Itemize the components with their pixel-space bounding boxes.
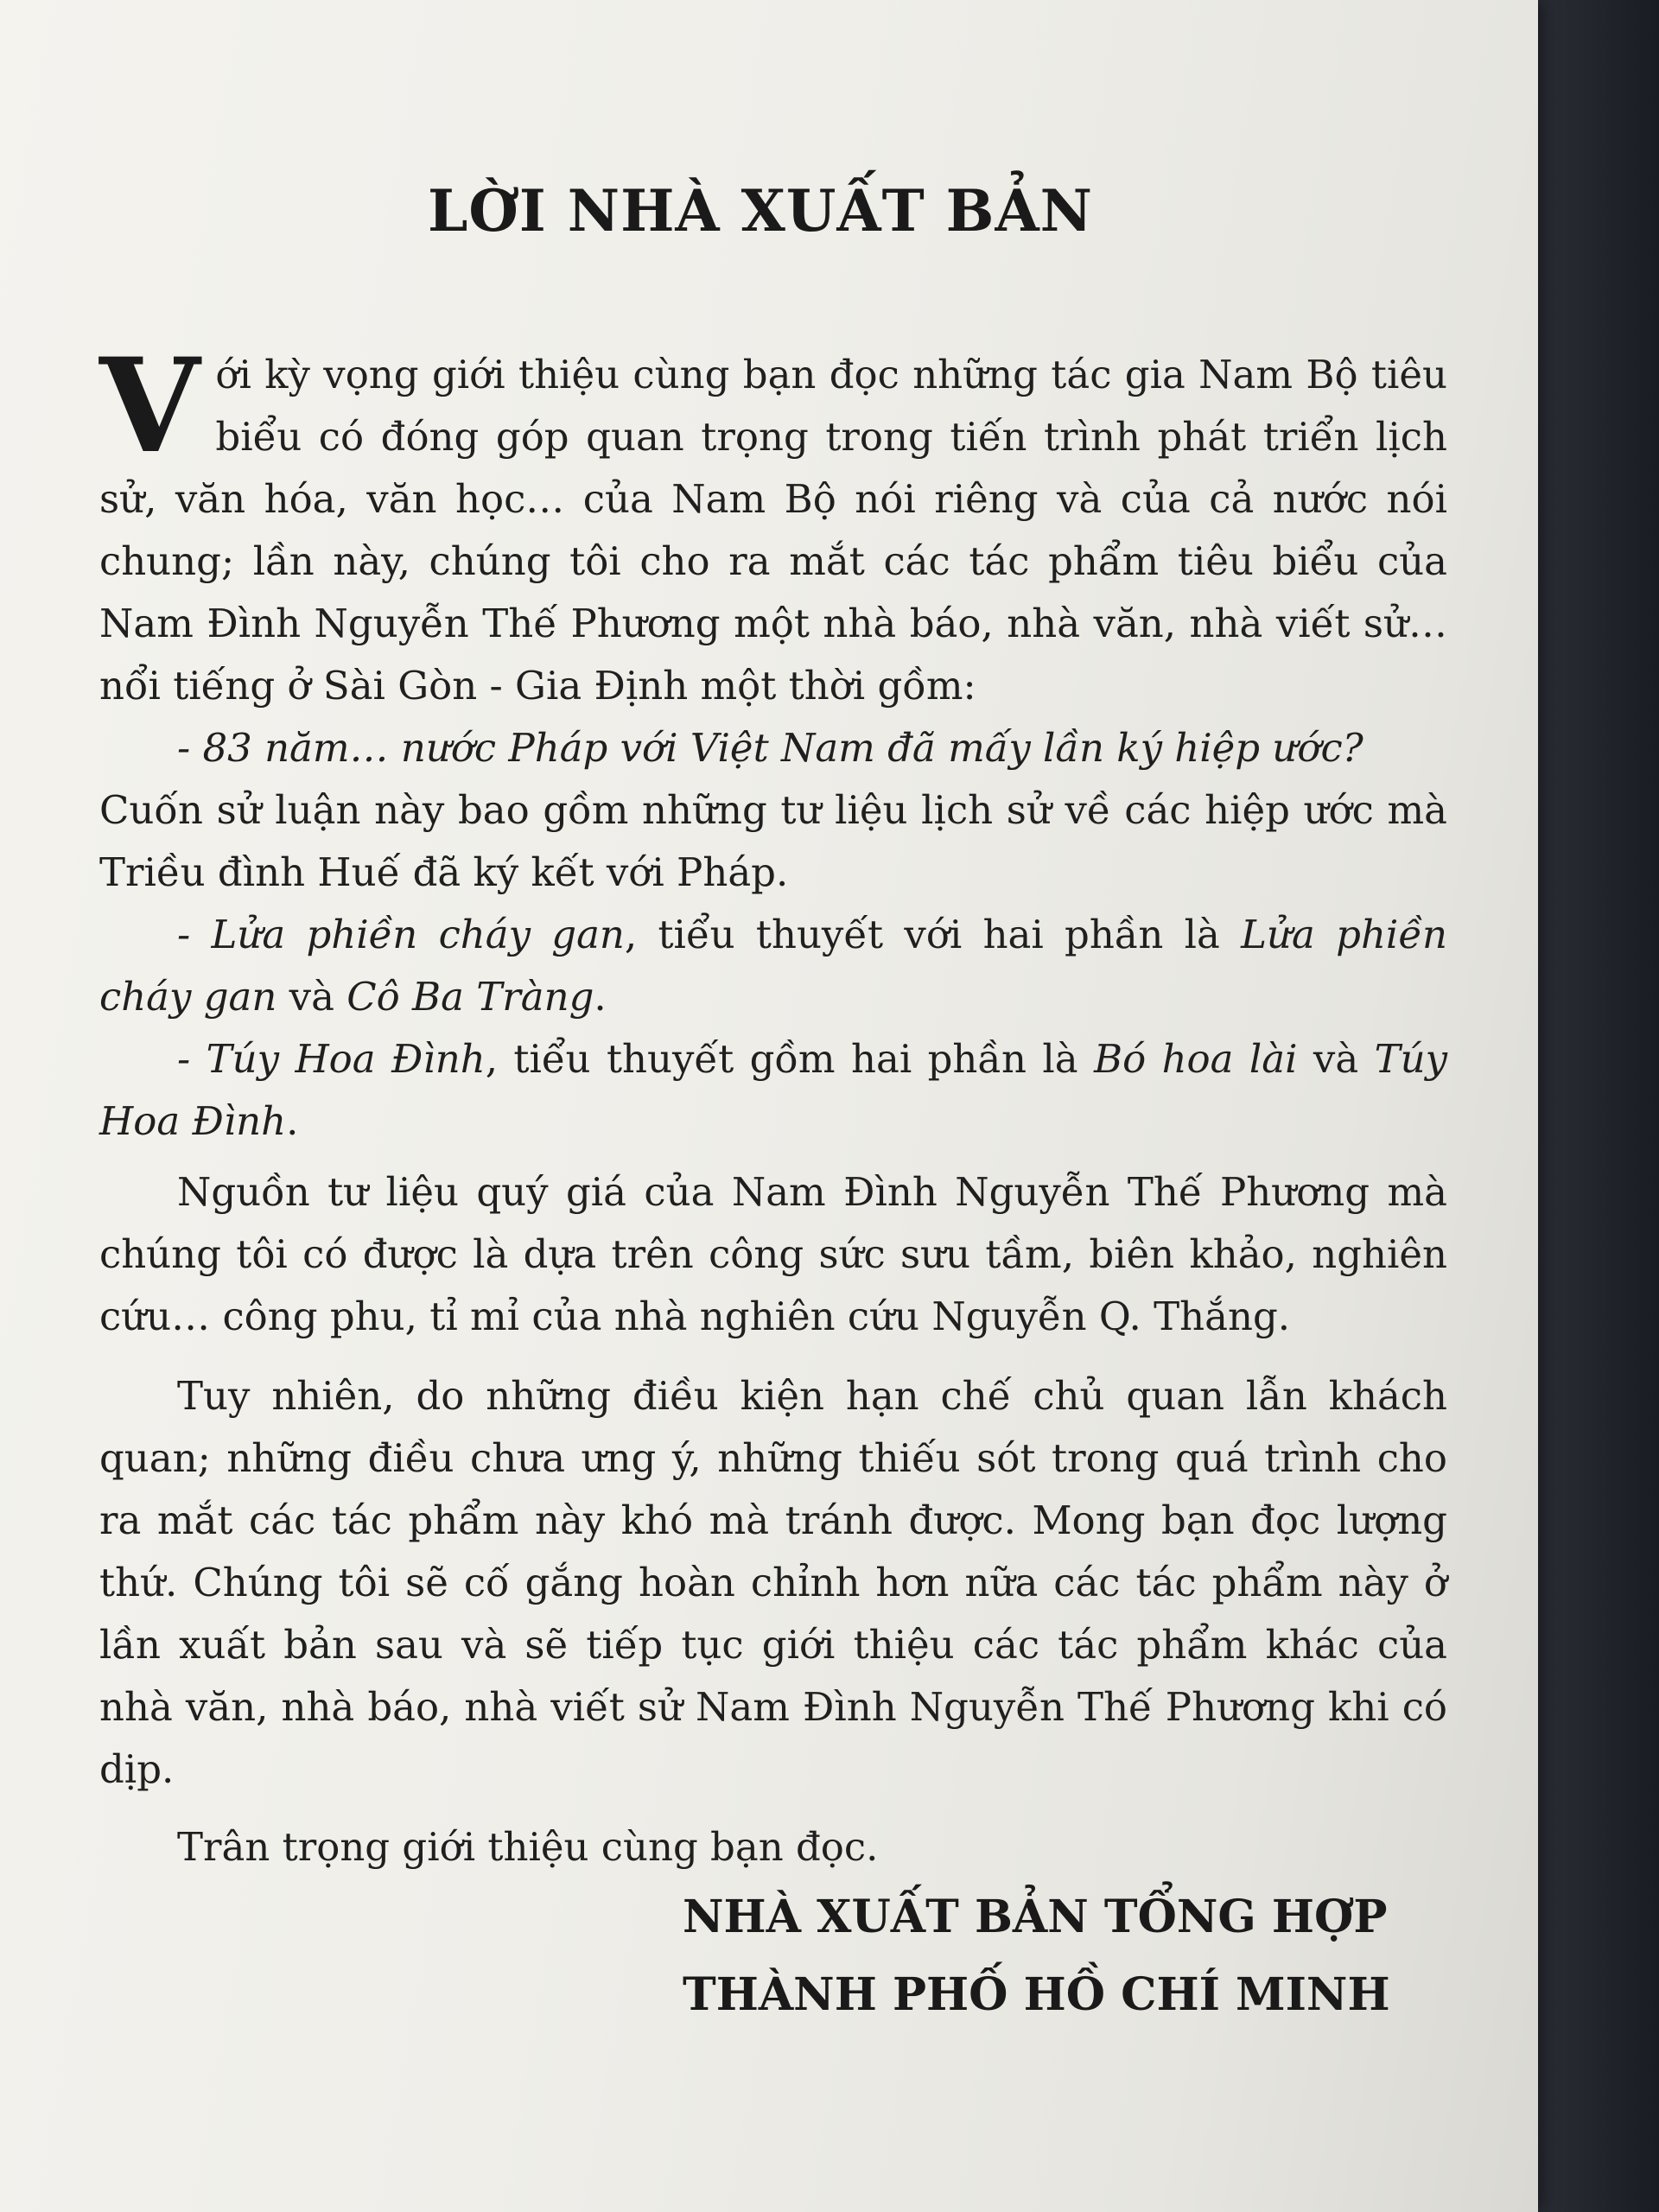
work-item-3-part2: Túy Hoa Đình <box>99 1036 1447 1144</box>
intro-text: ới kỳ vọng giới thiệu cùng bạn đọc những tác gia Nam Bộ tiêu biểu có đóng góp quan trọng trong tiến trình phát triển lịch sử, văn hóa, văn học… của Nam Bộ nói riêng và của cả nước nói chung; lần này, chúng tôi cho ra mắt các tác phẩm tiêu biểu của Nam Đình Nguyễn Thế Phương một nhà báo, nhà văn, nhà viết sử… nổi tiếng ở Sài Gòn - Gia Định một thời gồm: <box>99 352 1447 709</box>
work-item-2-and: và <box>276 974 347 1020</box>
work-item-3-end: . <box>286 1098 299 1144</box>
work-item-2-mid: , tiểu thuyết với hai phần là <box>624 912 1242 957</box>
background-surface <box>1538 0 1659 2212</box>
page-title: LỜI NHÀ XUẤT BẢN <box>428 177 1094 245</box>
work-item-1-description: Cuốn sử luận này bao gồm những tư liệu lịch sử về các hiệp ước mà Triều đình Huế đã ký kết với Pháp. <box>99 787 1447 895</box>
work-item-2 <box>99 904 1447 1028</box>
work-item-3 <box>99 1028 1447 1153</box>
work-item-3-part1: Bó hoa lài <box>1094 1036 1298 1082</box>
work-item-2-part1: Lửa phiền cháy gan <box>99 912 1447 1020</box>
work-item-3-and: và <box>1297 1036 1375 1082</box>
work-item-2-title: - Lửa phiền cháy gan <box>177 912 625 957</box>
work-item-1-title <box>99 717 1447 779</box>
drop-cap: V <box>99 330 200 482</box>
work-item-2-part2: Cô Ba Tràng <box>346 974 594 1020</box>
work-item-1-title-text: - 83 năm… nước Pháp với Việt Nam đã mấy lần ký hiệp ước? <box>177 725 1363 771</box>
work-item-3-mid: , tiểu thuyết gồm hai phần là <box>485 1036 1094 1082</box>
intro-paragraph <box>99 330 1447 717</box>
apology-paragraph: Tuy nhiên, do những điều kiện hạn chế chủ quan lẫn khách quan; những điều chưa ưng ý, những thiếu sót trong quá trình cho ra mắt các tác phẩm này khó mà tránh được. Mong bạn đọc lượng thứ. Chúng tôi sẽ cố gắng hoàn chỉnh hơn nữa các tác phẩm này ở lần xuất bản sau và sẽ tiếp tục giới thiệu các tác phẩm khác của nhà văn, nhà báo, nhà viết sử Nam Đình Nguyễn Thế Phương khi có dịp. <box>99 1373 1447 1792</box>
publisher-signature-line-2: THÀNH PHỐ HỒ CHÍ MINH <box>683 1968 1390 2021</box>
sources-paragraph: Nguồn tư liệu quý giá của Nam Đình Nguyễn Thế Phương mà chúng tôi có được là dựa trên công sức sưu tầm, biên khảo, nghiên cứu… công phu, tỉ mỉ của nhà nghiên cứu Nguyễn Q. Thắng. <box>99 1169 1447 1339</box>
work-item-2-end: . <box>594 974 607 1020</box>
publisher-signature-line-1: NHÀ XUẤT BẢN TỔNG HỢP <box>683 1891 1388 1943</box>
work-item-3-title: - Túy Hoa Đình <box>177 1036 486 1082</box>
closing-line: Trân trọng giới thiệu cùng bạn đọc. <box>177 1824 879 1870</box>
